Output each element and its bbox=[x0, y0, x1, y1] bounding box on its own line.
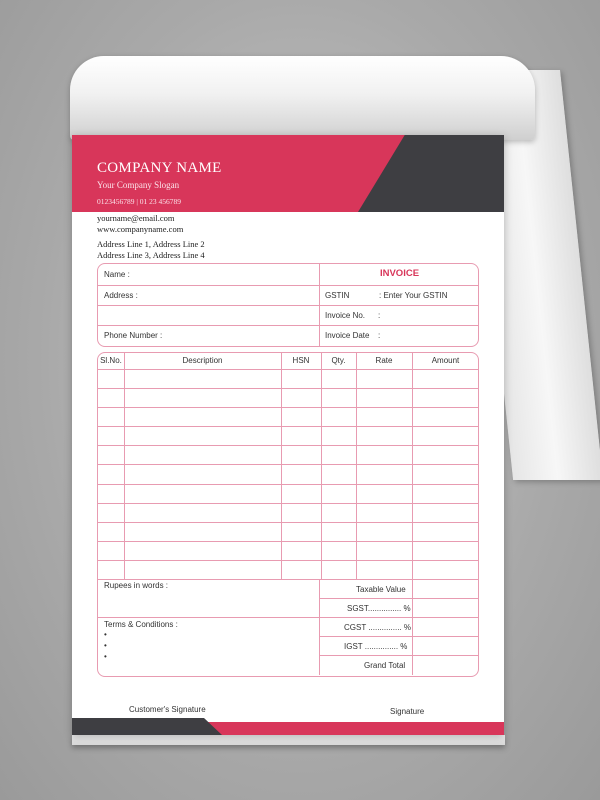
totals-rule bbox=[98, 617, 319, 618]
column-rule bbox=[124, 353, 125, 579]
company-address-line-2: Address Line 3, Address Line 4 bbox=[97, 250, 205, 260]
table-row-rule bbox=[98, 560, 479, 561]
igst-label: IGST ............... % bbox=[344, 642, 408, 651]
terms-bullet: • bbox=[104, 641, 107, 650]
invoice-no-label: Invoice No. bbox=[325, 311, 366, 320]
header-qty: Qty. bbox=[331, 356, 346, 365]
terms-bullet: • bbox=[104, 652, 107, 661]
address-label: Address : bbox=[104, 291, 138, 300]
header-hsn: HSN bbox=[292, 356, 310, 365]
table-row-rule bbox=[98, 541, 479, 542]
name-label: Name : bbox=[104, 270, 130, 279]
terms-label: Terms & Conditions : bbox=[104, 620, 178, 629]
grand-total-label: Grand Total bbox=[364, 661, 406, 670]
company-phones: 0123456789 | 01 23 456789 bbox=[97, 197, 182, 206]
totals-rule bbox=[320, 617, 479, 618]
curled-top-page bbox=[70, 56, 535, 140]
details-rule bbox=[320, 305, 479, 306]
details-rule bbox=[98, 305, 319, 306]
column-rule bbox=[356, 353, 357, 579]
footer-dark-band bbox=[72, 718, 222, 735]
footer-pink-band bbox=[202, 722, 504, 735]
invoice-date-label: Invoice Date bbox=[325, 331, 370, 340]
cgst-label: CGST ............... % bbox=[344, 623, 411, 632]
column-rule bbox=[412, 353, 413, 579]
totals-value-divider bbox=[412, 579, 413, 675]
totals-divider bbox=[319, 579, 320, 675]
customer-signature-label: Customer's Signature bbox=[129, 705, 206, 714]
signature-label: Signature bbox=[390, 707, 425, 716]
company-slogan: Your Company Slogan bbox=[97, 180, 180, 190]
table-row-rule bbox=[98, 579, 479, 580]
page-stack-edge bbox=[72, 735, 505, 745]
gstin-label: GSTIN bbox=[325, 291, 350, 300]
table-row-rule bbox=[98, 407, 479, 408]
phone-label: Phone Number : bbox=[104, 331, 163, 340]
table-row-rule bbox=[98, 388, 479, 389]
table-row-rule bbox=[98, 484, 479, 485]
totals-rule bbox=[320, 636, 479, 637]
column-rule bbox=[281, 353, 282, 579]
details-rule bbox=[98, 285, 479, 286]
header-description: Description bbox=[182, 356, 223, 365]
invoice-no-colon: : bbox=[378, 311, 381, 320]
column-rule bbox=[321, 353, 322, 579]
invoice-date-colon: : bbox=[378, 331, 381, 340]
rupees-in-words-label: Rupees in words : bbox=[104, 581, 169, 590]
sgst-label: SGST............... % bbox=[347, 604, 411, 613]
details-rule bbox=[320, 325, 479, 326]
invoice-title: INVOICE bbox=[379, 268, 420, 279]
totals-rule bbox=[320, 655, 479, 656]
header-slno: Sl.No. bbox=[100, 356, 122, 365]
totals-rule bbox=[320, 598, 479, 599]
header-amount: Amount bbox=[431, 356, 460, 365]
table-row-rule bbox=[98, 522, 479, 523]
table-row-rule bbox=[98, 445, 479, 446]
company-address-line-1: Address Line 1, Address Line 2 bbox=[97, 239, 205, 249]
table-row-rule bbox=[98, 426, 479, 427]
taxable-value-label: Taxable Value bbox=[356, 585, 406, 594]
table-row-rule bbox=[98, 503, 479, 504]
terms-bullet: • bbox=[104, 630, 107, 639]
company-name: COMPANY NAME bbox=[97, 160, 222, 176]
company-website: www.companyname.com bbox=[97, 224, 184, 234]
header-rate: Rate bbox=[375, 356, 393, 365]
details-rule bbox=[98, 325, 319, 326]
gstin-value: : Enter Your GSTIN bbox=[379, 291, 448, 300]
table-row-rule bbox=[98, 464, 479, 465]
company-email: yourname@email.com bbox=[97, 213, 175, 223]
invoice-sheet bbox=[72, 135, 504, 735]
header-rule bbox=[98, 369, 479, 370]
